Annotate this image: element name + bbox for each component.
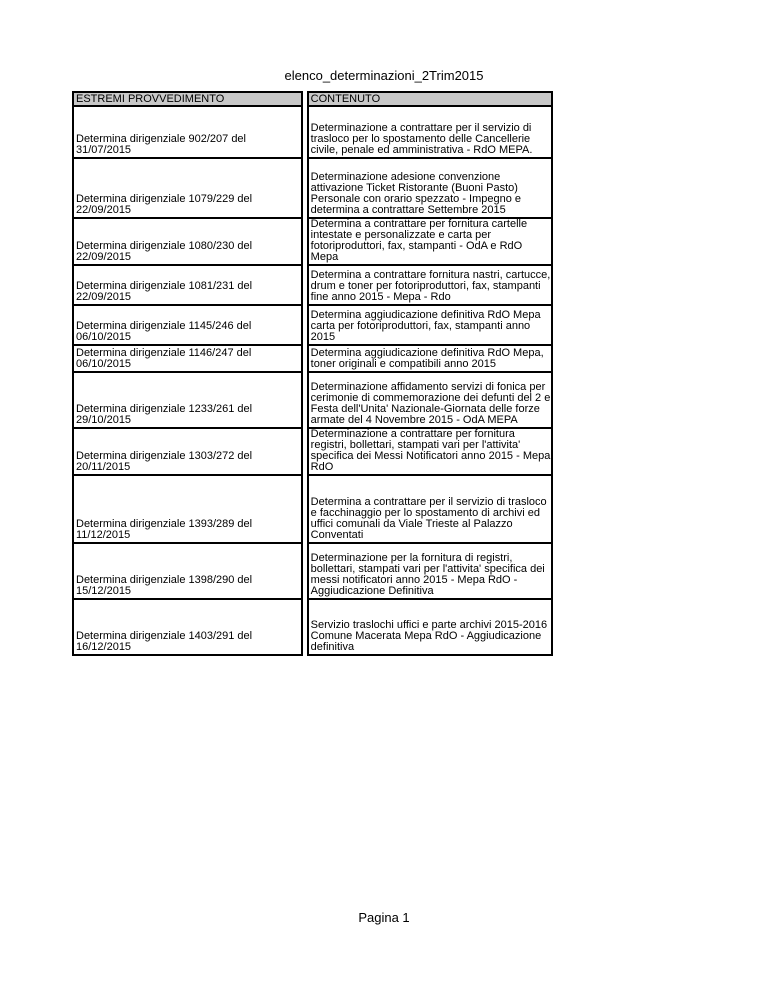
cell-estremi: Determina dirigenziale 1403/291 del 16/12/2015 <box>72 600 303 656</box>
cell-contenuto: Determinazione per la fornitura di registri, bollettari, stampati vari per l'attivita' specifica dei messi notificatori anno 2015 - Mepa RdO - Aggiudicazione Definitiva <box>307 544 553 600</box>
cell-estremi: Determina dirigenziale 1145/246 del 06/10/2015 <box>72 306 303 346</box>
table-row <box>72 429 553 476</box>
cell-contenuto: Determina aggiudicazione definitiva RdO Mepa, toner originali e compatibili anno 2015 <box>307 346 553 373</box>
cell-contenuto: Determinazione adesione convenzione attivazione Ticket Ristorante (Buoni Pasto) Personale con orario spezzato - Impegno e determina a contrattare Settembre 2015 <box>307 159 553 219</box>
header-contenuto: CONTENUTO <box>307 91 553 107</box>
table-row <box>72 346 553 373</box>
cell-estremi: Determina dirigenziale 1393/289 del 11/12/2015 <box>72 476 303 544</box>
determinazioni-table <box>72 91 553 656</box>
table-row <box>72 476 553 544</box>
cell-contenuto: Determina a contrattare fornitura nastri, cartucce, drum e toner per fotoriproduttori, fax, stampanti fine anno 2015 - Mepa - Rdo <box>307 266 553 306</box>
table-row <box>72 219 553 266</box>
cell-contenuto: Determina a contrattare per fornitura cartelle intestate e personalizzate e carta per fotoriproduttori, fax, stampanti - OdA e RdO Mepa <box>307 219 553 266</box>
table-header-row <box>72 91 553 107</box>
cell-contenuto: Determinazione a contrattare per il servizio di trasloco per lo spostamento delle Cancellerie civile, penale ed amministrativa - RdO MEPA. <box>307 107 553 159</box>
table-row <box>72 159 553 219</box>
table-row <box>72 266 553 306</box>
page-number: Pagina 1 <box>358 910 410 925</box>
cell-estremi: Determina dirigenziale 1081/231 del 22/09/2015 <box>72 266 303 306</box>
table-row <box>72 373 553 429</box>
cell-estremi: Determina dirigenziale 1398/290 del 15/12/2015 <box>72 544 303 600</box>
page-title: elenco_determinazioni_2Trim2015 <box>284 68 484 83</box>
cell-contenuto: Determinazione a contrattare per fornitura registri, bollettari, stampati vari per l'attivita' specifica dei Messi Notificatori anno 2015 - Mepa RdO <box>307 429 553 476</box>
cell-contenuto: Determinazione affidamento servizi di fonica per cerimonie di commemorazione dei defunti del 2 e Festa dell'Unita' Nazionale-Giornata delle forze armate del 4 Novembre 2015 - OdA MEPA <box>307 373 553 429</box>
cell-estremi: Determina dirigenziale 1233/261 del 29/10/2015 <box>72 373 303 429</box>
cell-contenuto: Determina aggiudicazione definitiva RdO Mepa carta per fotoriproduttori, fax, stampanti anno 2015 <box>307 306 553 346</box>
table-row <box>72 544 553 600</box>
table-row <box>72 600 553 656</box>
table-row <box>72 306 553 346</box>
cell-estremi: Determina dirigenziale 1146/247 del 06/10/2015 <box>72 346 303 373</box>
cell-estremi: Determina dirigenziale 902/207 del 31/07/2015 <box>72 107 303 159</box>
table-row <box>72 107 553 159</box>
cell-contenuto: Servizio traslochi uffici e parte archivi 2015-2016 Comune Macerata Mepa RdO - Aggiudicazione definitiva <box>307 600 553 656</box>
cell-estremi: Determina dirigenziale 1303/272 del 20/11/2015 <box>72 429 303 476</box>
cell-estremi: Determina dirigenziale 1079/229 del 22/09/2015 <box>72 159 303 219</box>
header-estremi: ESTREMI PROVVEDIMENTO <box>72 91 303 107</box>
cell-estremi: Determina dirigenziale 1080/230 del 22/09/2015 <box>72 219 303 266</box>
cell-contenuto: Determina a contrattare per il servizio di trasloco e facchinaggio per lo spostamento di archivi ed uffici comunali da Viale Trieste al Palazzo Conventati <box>307 476 553 544</box>
